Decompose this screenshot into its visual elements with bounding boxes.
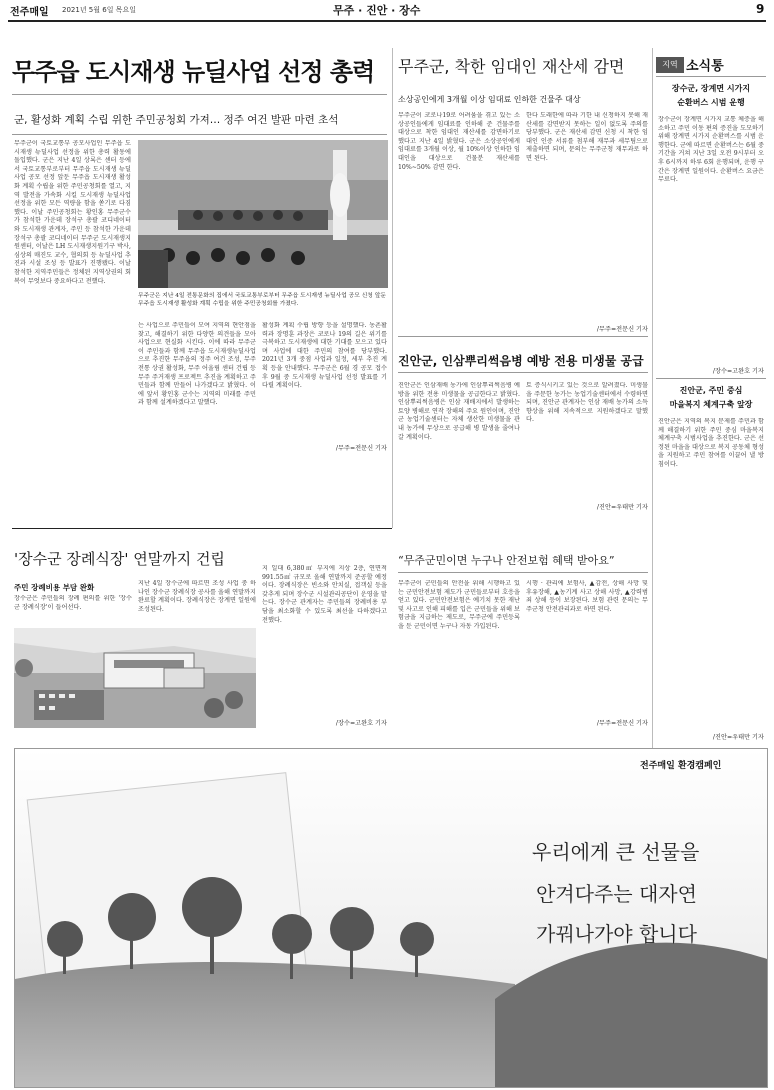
article4-col2: 지난 4일 장수군에 따르면 조성 사업 중 하나인 장수군 장례식장 공사를 올해 연말까지 완료할 계획이다. 장례식장은 장계면 일원에 조성된다.	[138, 580, 256, 613]
section-title: 무주 · 진안 · 장수	[333, 4, 421, 17]
article4-byline: /장수=고완호 기자	[335, 720, 387, 727]
article3-rule	[398, 372, 648, 373]
masthead-name: 전주매일	[10, 7, 49, 18]
article5-col2: 시행 · 관리에 보험사, ▲감전, 상해 사망 및 후유장해, ▲농기계 사고 상해 사망, ▲강력범죄 상해 등이 보장된다. 보험 관련 문의는 무주군청 안전관리과로 하면 된다.	[526, 580, 648, 613]
ad-slogan-line3: 가꿔나가야 합니다	[536, 922, 697, 946]
ad-campaign-title: 전주매일 환경캠페인	[640, 761, 722, 771]
article5-col1: 무주군이 군민들의 안전을 위해 시행하고 있는 군민안전보험 제도가 군민들로부터 호응을 얻고 있다. 군민안전보험은 예기치 못한 재난 및 사고로 인해 피해를 입은 군민들을 위해 보험금을 지급하는 제도로, 무주군에 주민등록을 둔 군민이면 누구나 자동 가입된다.	[398, 580, 520, 630]
public-hearing-photo	[138, 140, 388, 288]
issue-date: 2021년 5월 6일 목요일	[62, 6, 136, 14]
article3-col1: 진안군은 인삼재배 농가에 인삼뿌리썩음병 예방을 위한 전용 미생물을 공급한다고 밝혔다. 인삼뿌리썩음병은 인삼 재배지에서 발생하는 토양 병해로 연작 장해의 주요 원인이며, 진안군 농업기술센터는 자체 생산한 미생물을 관내 농가에 무상으로 공급해 병 발생을 줄여나갈 계획이다.	[398, 382, 520, 441]
sidebar-item1-body: 장수군이 장계면 시가지 교통 체증을 해소하고 주민 이동 편의 증진을 도모하기 위해 장계면 시가지 순환버스를 시범 운행한다. 군에 따르면 순환버스는 6월 중 기간을 거쳐 지난 3일 오전 9시부터 오후 6시까지 하루 6회 운행되며, 운행 구간은 장계면 일원이다. 순환버스 요금은 무료다.	[658, 116, 764, 184]
article1-col3: 활성화 계획 수립 방향 등을 설명했다. 농촌활력과 장명훈 과장은 코로나 19의 길은 위기를 극복하고 도시재생에 대한 기대를 모으고 있다며 사업에 대한 주민의 참여를 당부했다. 2021년 3개 중점 사업과 일정, 세부 추진 계획 등을 안내했다. 무주군은 6월 경 공모 접수 후 9월 중 도시재생 뉴딜사업 선정 발표를 기다릴 계획이다.	[262, 322, 387, 390]
article2-col2: 한다 도래한에 따라 기한 내 신청하지 못해 재산세를 감면받지 못하는 일이 없도록 주의를 당부했다. 군은 재산세 감면 신청 시 착한 임대인 인증 서류를 첨부해 재무과 세무팀으로 제출하면 되며, 문의는 무주군청 재무과로 하면 된다.	[526, 112, 648, 162]
header-rule	[8, 20, 766, 22]
article5-byline: /무주=전문신 기자	[596, 720, 648, 727]
ad-slogan-line2: 안겨다주는 대자연	[536, 882, 697, 906]
article4-col3: 지 일대 6,380㎡ 부지에 지상 2층, 연면적 991.55㎡ 규모로 올해 연말까지 준공할 예정이다. 장례식장은 빈소와 안치실, 접객실 등을 갖추게 되며 장수군 시설관리공단이 운영을 맡는다. 장수군 관계자는 주민들의 장례비용 부담을 최소화할 수 있도록 최선을 다하겠다고 전했다.	[262, 565, 387, 624]
column-divider-left	[392, 48, 393, 528]
ad-slogan-line1: 우리에게 큰 선물을	[532, 840, 700, 864]
article2-rule	[398, 336, 648, 337]
article4-col1: 장수군은 주민들의 장례 편의를 위한 '장수군 장례식장'이 들어선다.	[14, 595, 132, 611]
sidebar-rule	[656, 76, 766, 77]
sidebar-item2-byline: /진안=우태만 기자	[712, 734, 764, 741]
article5-headline: “무주군민이면 누구나 안전보험 혜택 받아요”	[398, 554, 615, 567]
funeral-hall-rendering	[14, 628, 256, 728]
article2-subhead: 소상공인에게 3개월 이상 임대료 인하한 건물주 대상	[398, 95, 581, 104]
article1-byline: /무주=전문신 기자	[335, 445, 387, 452]
sidebar-label-news: 소식통	[686, 59, 724, 74]
article1-rule	[12, 94, 387, 95]
article2-col1: 무주군이 코로나19로 어려움을 겪고 있는 소상공인들에게 임대료를 인하해 준 건물주를 대상으로 착한 임대인 재산세를 감면하기로 했다고 지난 4일 밝혔다. 군은 소상공인에게 임대료를 3개월 이상, 월 10%이상 인하한 임대인을 대상으로 건물분 재산세를 10%~50% 감면 한다.	[398, 112, 520, 171]
article3-col2: 토 증식시키고 있는 것으로 알려졌다. 미생물을 주문한 농가는 농업기술센터에서 수령하면 되며, 진안군 관계자는 인삼 재배 농가의 소득 향상을 위해 지속적으로 지원하겠다고 말했다.	[526, 382, 648, 424]
article2-byline: /무주=전문신 기자	[596, 326, 648, 333]
sidebar-item2-title: 진안군, 주민 중심 마을복지 체계구축 앞장	[669, 386, 753, 409]
mid-rule	[12, 528, 392, 529]
article5-rule	[398, 572, 648, 573]
article1-col2: 는 사업으로 주민들이 모여 지역의 현안점을 찾고, 해결하기 위한 다양한 의견들을 모아 사업으로 현실화 시킨다. 이에 따라 무주군이 주민들과 함께 무주읍 도시재생뉴딜사업으로 추진한 무주읍의 정주 여건 조성, 무주 전통 상권 활성화, 무주 어울림 센터 건립 등 무주 주거재생 프로젝트 추진을 계획하고 주민들과 함께 만들어 나가겠다고 밝혔다. 이에 앞서 황인홍 군수는 지역의 미래를 주민과 함께 설계하겠다고 말했다.	[138, 322, 256, 407]
article3-byline: /진안=우태만 기자	[596, 504, 648, 511]
article1-caption: 무주군은 지난 4일 전통문화의 집에서 국토교통부로부터 무주읍 도시재생 뉴딜사업 공모 신청 앞둔 무주읍 도시재생 활성화 계획 수립을 위한 주민공청회를 가졌다.	[138, 293, 386, 307]
article1-col1: 무주군이 국토교통부 공모사업인 무주읍 도시재생 뉴딜사업 선정을 위한 총력 활동에 돌입했다. 군은 지난 4일 상록은 센터 등에서 국토교통부로부터 무주읍 도시재생 뉴딜사업 공모 선정 앞둔 무주읍 도시재생 활성화 계획 수립을 위한 주민공청회를 열고, 지역 발전을 가속화 시킬 도시재생 뉴딜사업 선정을 위한 모든 역량을 함을 쏟기로 다짐했다. 이날 주민공청회는 황인홍 무주군수가 참석한 가운데 장석구 총괄 코디네이터와 도시재생 관계자, 주민 등 참석한 가운데 장석구 총괄 코디네이터 무주군 도시재생지원센터, 이날은 LH 도시재생지원기구 박사, 심상의 매진도 교수, 협의회 등 뉴딜사업 추진과 시설 조성 등 발표가 진행됐다. 이날 참석한 지역주민들은 정체된 지역상권의 회복이 무엇보다 중요하다고 전했다.	[14, 140, 131, 285]
sidebar-item1-byline: /장수=고완호 기자	[712, 368, 764, 375]
article4-headline: '장수군 장례식장' 연말까지 건립	[14, 550, 225, 568]
article1-subhead: 군, 활성화 계획 수립 위한 주민공청회 가져… 정주 여건 발판 마련 초석	[14, 114, 339, 126]
sidebar-label-region: 지역	[656, 57, 684, 73]
article1-subrule	[12, 134, 387, 135]
column-divider-right	[652, 48, 653, 748]
sidebar-item2-body: 진안군은 지역의 복지 문제를 주민과 함께 해결하기 위한 주민 중심 마을복지 체계구축 시범사업을 추진한다. 군은 선정된 마을을 대상으로 복지 공동체 형성을 지원하고 주민 참여를 이끌어 낼 방침이다.	[658, 418, 764, 468]
article1-headline: 무주읍 도시재생 뉴딜사업 선정 총력	[12, 58, 375, 86]
article2-headline: 무주군, 착한 임대인 재산세 감면	[398, 57, 625, 76]
page-number: 9	[756, 2, 765, 16]
article4-subhead: 주민 장례비용 부담 완화	[14, 583, 95, 592]
sidebar-rule-2	[656, 378, 766, 379]
article3-headline: 진안군, 인삼뿌리썩음병 예방 전용 미생물 공급	[398, 354, 644, 368]
sidebar-item1-title: 장수군, 장계면 시가지 순환버스 시범 운행	[671, 84, 751, 107]
